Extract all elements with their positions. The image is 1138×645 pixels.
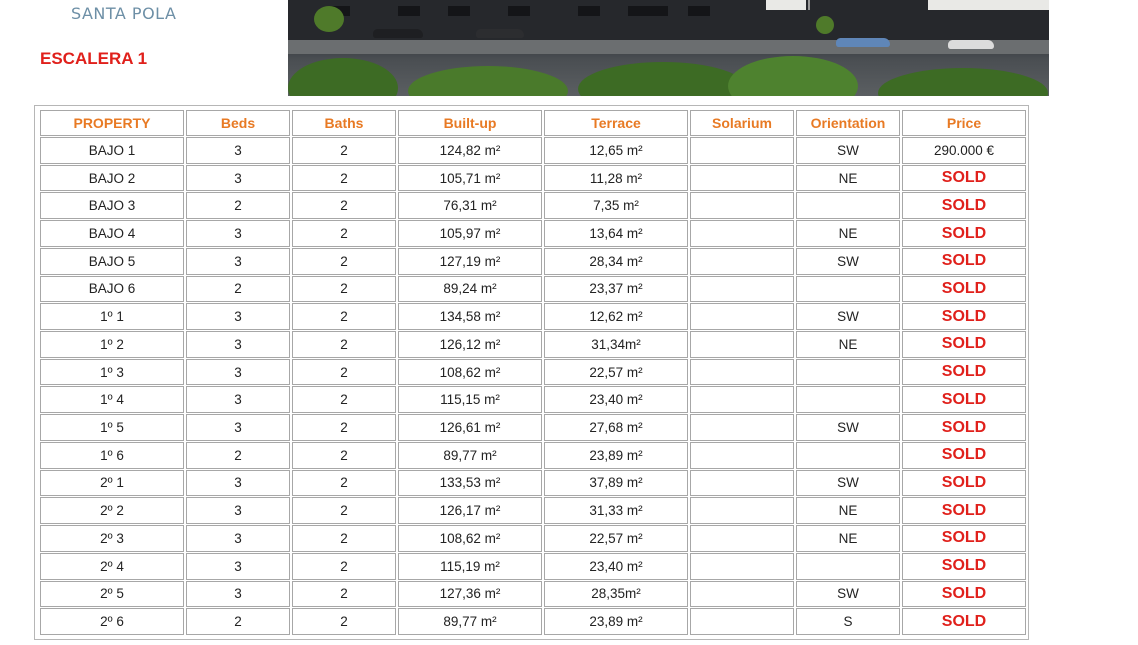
staircase-title: ESCALERA 1 <box>40 49 148 68</box>
table-row <box>40 331 1026 358</box>
cell-price: SOLD <box>902 386 1026 413</box>
cell-baths: 2 <box>292 137 396 164</box>
cell-property: BAJO 6 <box>40 276 184 303</box>
cell-price: SOLD <box>902 165 1026 192</box>
table-row <box>40 497 1026 524</box>
cell-baths: 2 <box>292 414 396 441</box>
property-table-frame <box>34 105 1029 640</box>
cell-orientation: SW <box>796 137 900 164</box>
cell-orientation: SW <box>796 303 900 330</box>
cell-solarium <box>690 276 794 303</box>
cell-built-up: 89,24 m² <box>398 276 542 303</box>
cell-price: SOLD <box>902 276 1026 303</box>
cell-baths: 2 <box>292 442 396 469</box>
cell-built-up: 105,71 m² <box>398 165 542 192</box>
cell-baths: 2 <box>292 220 396 247</box>
cell-property: BAJO 4 <box>40 220 184 247</box>
table-row <box>40 248 1026 275</box>
table-row <box>40 414 1026 441</box>
cell-baths: 2 <box>292 359 396 386</box>
cell-solarium <box>690 248 794 275</box>
cell-orientation <box>796 276 900 303</box>
cell-orientation <box>796 359 900 386</box>
cell-built-up: 89,77 m² <box>398 442 542 469</box>
cell-solarium <box>690 470 794 497</box>
cell-solarium <box>690 608 794 635</box>
cell-terrace: 23,37 m² <box>544 276 688 303</box>
cell-beds: 3 <box>186 386 290 413</box>
cell-orientation: NE <box>796 497 900 524</box>
cell-property: 1º 5 <box>40 414 184 441</box>
table-row <box>40 470 1026 497</box>
cell-terrace: 22,57 m² <box>544 359 688 386</box>
table-row <box>40 553 1026 580</box>
col-header-baths: Baths <box>292 110 396 136</box>
property-price-table <box>38 109 1028 636</box>
cell-beds: 3 <box>186 525 290 552</box>
cell-solarium <box>690 165 794 192</box>
cell-orientation: NE <box>796 165 900 192</box>
cell-solarium <box>690 303 794 330</box>
cell-terrace: 23,40 m² <box>544 386 688 413</box>
cell-built-up: 126,12 m² <box>398 331 542 358</box>
cell-property: 2º 4 <box>40 553 184 580</box>
cell-baths: 2 <box>292 331 396 358</box>
cell-beds: 2 <box>186 276 290 303</box>
cell-terrace: 12,65 m² <box>544 137 688 164</box>
cell-property: 1º 4 <box>40 386 184 413</box>
cell-orientation <box>796 386 900 413</box>
cell-terrace: 23,89 m² <box>544 442 688 469</box>
cell-property: 2º 3 <box>40 525 184 552</box>
cell-property: BAJO 1 <box>40 137 184 164</box>
table-row <box>40 386 1026 413</box>
cell-beds: 3 <box>186 303 290 330</box>
cell-built-up: 127,36 m² <box>398 581 542 608</box>
table-row <box>40 525 1026 552</box>
cell-terrace: 7,35 m² <box>544 192 688 219</box>
cell-solarium <box>690 525 794 552</box>
cell-solarium <box>690 137 794 164</box>
cell-property: BAJO 3 <box>40 192 184 219</box>
cell-price: SOLD <box>902 553 1026 580</box>
cell-price: SOLD <box>902 303 1026 330</box>
cell-baths: 2 <box>292 248 396 275</box>
cell-built-up: 124,82 m² <box>398 137 542 164</box>
table-row <box>40 303 1026 330</box>
cell-built-up: 115,19 m² <box>398 553 542 580</box>
cell-property: 2º 5 <box>40 581 184 608</box>
cell-built-up: 76,31 m² <box>398 192 542 219</box>
cell-built-up: 134,58 m² <box>398 303 542 330</box>
cell-beds: 3 <box>186 553 290 580</box>
cell-built-up: 126,61 m² <box>398 414 542 441</box>
cell-baths: 2 <box>292 165 396 192</box>
cell-built-up: 108,62 m² <box>398 359 542 386</box>
cell-built-up: 126,17 m² <box>398 497 542 524</box>
cell-property: 1º 3 <box>40 359 184 386</box>
cell-solarium <box>690 220 794 247</box>
cell-built-up: 108,62 m² <box>398 525 542 552</box>
cell-orientation: NE <box>796 525 900 552</box>
brand-title: SANTA POLA <box>71 4 177 23</box>
cell-baths: 2 <box>292 192 396 219</box>
cell-built-up: 105,97 m² <box>398 220 542 247</box>
cell-beds: 3 <box>186 497 290 524</box>
cell-property: 1º 1 <box>40 303 184 330</box>
building-render-image <box>288 0 1049 96</box>
col-header-orientation: Orientation <box>796 110 900 136</box>
cell-solarium <box>690 331 794 358</box>
cell-orientation: NE <box>796 220 900 247</box>
cell-beds: 2 <box>186 608 290 635</box>
cell-price: SOLD <box>902 248 1026 275</box>
cell-built-up: 133,53 m² <box>398 470 542 497</box>
cell-terrace: 27,68 m² <box>544 414 688 441</box>
cell-terrace: 28,35m² <box>544 581 688 608</box>
cell-terrace: 13,64 m² <box>544 220 688 247</box>
table-row <box>40 581 1026 608</box>
cell-beds: 3 <box>186 414 290 441</box>
cell-orientation <box>796 553 900 580</box>
cell-orientation <box>796 192 900 219</box>
cell-terrace: 11,28 m² <box>544 165 688 192</box>
cell-beds: 3 <box>186 470 290 497</box>
col-header-solarium: Solarium <box>690 110 794 136</box>
cell-baths: 2 <box>292 525 396 552</box>
table-row <box>40 137 1026 164</box>
cell-price: SOLD <box>902 220 1026 247</box>
cell-built-up: 89,77 m² <box>398 608 542 635</box>
table-row <box>40 608 1026 635</box>
cell-terrace: 31,33 m² <box>544 497 688 524</box>
cell-orientation: SW <box>796 470 900 497</box>
cell-terrace: 22,57 m² <box>544 525 688 552</box>
cell-price: SOLD <box>902 581 1026 608</box>
cell-price: SOLD <box>902 525 1026 552</box>
cell-baths: 2 <box>292 608 396 635</box>
cell-solarium <box>690 553 794 580</box>
cell-baths: 2 <box>292 497 396 524</box>
cell-terrace: 12,62 m² <box>544 303 688 330</box>
cell-baths: 2 <box>292 386 396 413</box>
cell-solarium <box>690 386 794 413</box>
cell-solarium <box>690 497 794 524</box>
cell-beds: 3 <box>186 248 290 275</box>
cell-terrace: 23,40 m² <box>544 553 688 580</box>
cell-orientation: S <box>796 608 900 635</box>
cell-price: SOLD <box>902 359 1026 386</box>
cell-terrace: 28,34 m² <box>544 248 688 275</box>
cell-terrace: 31,34m² <box>544 331 688 358</box>
cell-beds: 3 <box>186 581 290 608</box>
cell-beds: 3 <box>186 220 290 247</box>
cell-baths: 2 <box>292 276 396 303</box>
cell-orientation: SW <box>796 248 900 275</box>
cell-price: SOLD <box>902 442 1026 469</box>
cell-property: 2º 6 <box>40 608 184 635</box>
cell-terrace: 37,89 m² <box>544 470 688 497</box>
cell-property: BAJO 2 <box>40 165 184 192</box>
cell-built-up: 127,19 m² <box>398 248 542 275</box>
cell-property: 1º 2 <box>40 331 184 358</box>
cell-beds: 3 <box>186 137 290 164</box>
cell-baths: 2 <box>292 470 396 497</box>
col-header-price: Price <box>902 110 1026 136</box>
cell-baths: 2 <box>292 553 396 580</box>
cell-solarium <box>690 414 794 441</box>
cell-beds: 3 <box>186 331 290 358</box>
cell-property: 2º 2 <box>40 497 184 524</box>
col-header-property: PROPERTY <box>40 110 184 136</box>
table-header-row <box>40 110 1026 136</box>
cell-beds: 2 <box>186 442 290 469</box>
table-row <box>40 359 1026 386</box>
cell-price: SOLD <box>902 331 1026 358</box>
cell-solarium <box>690 192 794 219</box>
cell-solarium <box>690 581 794 608</box>
cell-solarium <box>690 359 794 386</box>
cell-orientation <box>796 442 900 469</box>
cell-solarium <box>690 442 794 469</box>
cell-baths: 2 <box>292 581 396 608</box>
cell-price: SOLD <box>902 414 1026 441</box>
table-row <box>40 220 1026 247</box>
cell-price: SOLD <box>902 192 1026 219</box>
col-header-built-up: Built-up <box>398 110 542 136</box>
cell-baths: 2 <box>292 303 396 330</box>
cell-price: SOLD <box>902 470 1026 497</box>
cell-beds: 2 <box>186 192 290 219</box>
cell-property: BAJO 5 <box>40 248 184 275</box>
cell-property: 2º 1 <box>40 470 184 497</box>
cell-property: 1º 6 <box>40 442 184 469</box>
table-row <box>40 442 1026 469</box>
cell-orientation: NE <box>796 331 900 358</box>
cell-orientation: SW <box>796 414 900 441</box>
col-header-terrace: Terrace <box>544 110 688 136</box>
cell-built-up: 115,15 m² <box>398 386 542 413</box>
cell-beds: 3 <box>186 359 290 386</box>
cell-orientation: SW <box>796 581 900 608</box>
table-row <box>40 165 1026 192</box>
table-row <box>40 276 1026 303</box>
cell-price: SOLD <box>902 608 1026 635</box>
col-header-beds: Beds <box>186 110 290 136</box>
cell-price: SOLD <box>902 497 1026 524</box>
table-row <box>40 192 1026 219</box>
cell-beds: 3 <box>186 165 290 192</box>
cell-price: 290.000 € <box>902 137 1026 164</box>
cell-terrace: 23,89 m² <box>544 608 688 635</box>
